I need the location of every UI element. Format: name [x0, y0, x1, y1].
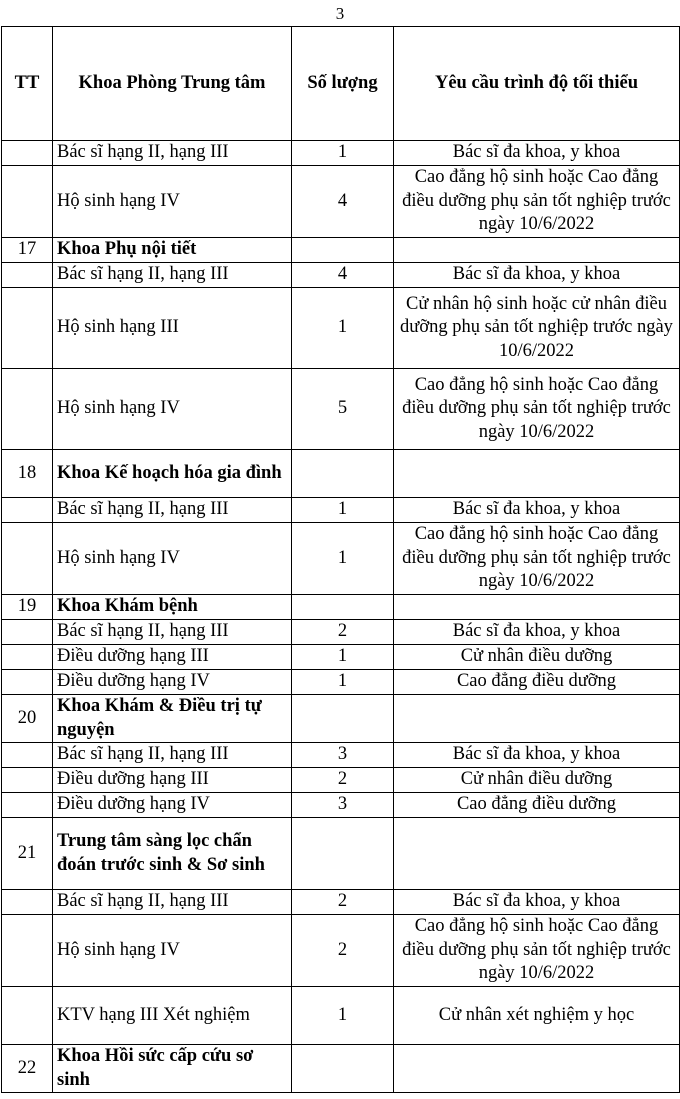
row-requirement: Bác sĩ đa khoa, y khoa	[394, 498, 680, 523]
row-quantity: 2	[292, 890, 394, 915]
row-tt: 19	[2, 595, 53, 620]
header-quantity: Số lượng	[292, 27, 394, 141]
row-tt: 20	[2, 695, 53, 743]
position-name: KTV hạng III Xét nghiệm	[53, 987, 292, 1045]
row-tt	[2, 369, 53, 450]
row-requirement	[394, 818, 680, 890]
row-quantity: 1	[292, 288, 394, 369]
row-requirement	[394, 238, 680, 263]
position-name: Bác sĩ hạng II, hạng III	[53, 263, 292, 288]
row-quantity	[292, 695, 394, 743]
table-row	[2, 141, 680, 166]
staffing-table	[1, 26, 680, 1093]
row-tt: 22	[2, 1045, 53, 1093]
row-quantity: 4	[292, 166, 394, 238]
row-requirement: Bác sĩ đa khoa, y khoa	[394, 620, 680, 645]
row-tt	[2, 523, 53, 595]
row-quantity: 2	[292, 768, 394, 793]
department-name: Khoa Khám bệnh	[53, 595, 292, 620]
row-tt	[2, 141, 53, 166]
table-row	[2, 263, 680, 288]
position-name: Bác sĩ hạng II, hạng III	[53, 743, 292, 768]
department-row	[2, 595, 680, 620]
department-row	[2, 450, 680, 498]
row-requirement	[394, 1045, 680, 1093]
row-quantity: 1	[292, 987, 394, 1045]
position-name: Điều dưỡng hạng III	[53, 645, 292, 670]
row-requirement: Cao đẳng hộ sinh hoặc Cao đẳng điều dưỡng phụ sản tốt nghiệp trước ngày 10/6/2022	[394, 369, 680, 450]
row-quantity	[292, 818, 394, 890]
row-requirement: Cử nhân hộ sinh hoặc cử nhân điều dưỡng phụ sản tốt nghiệp trước ngày 10/6/2022	[394, 288, 680, 369]
table-row	[2, 987, 680, 1045]
department-row	[2, 1045, 680, 1093]
row-tt	[2, 890, 53, 915]
position-name: Bác sĩ hạng II, hạng III	[53, 498, 292, 523]
table-row	[2, 498, 680, 523]
row-requirement: Cao đẳng điều dưỡng	[394, 670, 680, 695]
row-quantity	[292, 595, 394, 620]
row-quantity: 2	[292, 915, 394, 987]
row-requirement: Cao đẳng hộ sinh hoặc Cao đẳng điều dưỡng phụ sản tốt nghiệp trước ngày 10/6/2022	[394, 523, 680, 595]
row-quantity	[292, 238, 394, 263]
table-row	[2, 166, 680, 238]
row-requirement: Cao đẳng hộ sinh hoặc Cao đẳng điều dưỡng phụ sản tốt nghiệp trước ngày 10/6/2022	[394, 166, 680, 238]
table-row	[2, 620, 680, 645]
department-name: Khoa Kế hoạch hóa gia đình	[53, 450, 292, 498]
table-row	[2, 890, 680, 915]
row-tt	[2, 620, 53, 645]
department-name: Khoa Khám & Điều trị tự nguyện	[53, 695, 292, 743]
position-name: Bác sĩ hạng II, hạng III	[53, 620, 292, 645]
position-name: Bác sĩ hạng II, hạng III	[53, 890, 292, 915]
row-requirement: Cử nhân điều dưỡng	[394, 768, 680, 793]
row-requirement: Cử nhân điều dưỡng	[394, 645, 680, 670]
row-requirement: Cao đẳng điều dưỡng	[394, 793, 680, 818]
row-requirement: Bác sĩ đa khoa, y khoa	[394, 141, 680, 166]
row-quantity: 5	[292, 369, 394, 450]
row-quantity: 1	[292, 141, 394, 166]
table-header-row	[2, 27, 680, 141]
row-quantity: 1	[292, 523, 394, 595]
table-row	[2, 369, 680, 450]
header-requirement: Yêu cầu trình độ tối thiểu	[394, 27, 680, 141]
row-requirement: Bác sĩ đa khoa, y khoa	[394, 890, 680, 915]
row-quantity: 1	[292, 670, 394, 695]
position-name: Hộ sinh hạng IV	[53, 523, 292, 595]
department-row	[2, 695, 680, 743]
row-tt	[2, 166, 53, 238]
position-name: Hộ sinh hạng III	[53, 288, 292, 369]
row-tt	[2, 987, 53, 1045]
position-name: Điều dưỡng hạng IV	[53, 793, 292, 818]
department-name: Trung tâm sàng lọc chẩn đoán trước sinh & Sơ sinh	[53, 818, 292, 890]
row-requirement	[394, 695, 680, 743]
table-row	[2, 768, 680, 793]
row-quantity: 3	[292, 793, 394, 818]
row-tt	[2, 743, 53, 768]
position-name: Hộ sinh hạng IV	[53, 166, 292, 238]
position-name: Bác sĩ hạng II, hạng III	[53, 141, 292, 166]
row-tt	[2, 263, 53, 288]
row-tt: 17	[2, 238, 53, 263]
table-row	[2, 915, 680, 987]
table-body	[2, 141, 680, 1093]
row-tt	[2, 670, 53, 695]
header-tt: TT	[2, 27, 53, 141]
row-tt	[2, 915, 53, 987]
position-name: Điều dưỡng hạng IV	[53, 670, 292, 695]
row-requirement: Bác sĩ đa khoa, y khoa	[394, 743, 680, 768]
department-name: Khoa Hồi sức cấp cứu sơ sinh	[53, 1045, 292, 1093]
table-row	[2, 645, 680, 670]
header-unit: Khoa Phòng Trung tâm	[53, 27, 292, 141]
department-row	[2, 818, 680, 890]
table-row	[2, 288, 680, 369]
row-tt	[2, 768, 53, 793]
row-quantity: 2	[292, 620, 394, 645]
row-tt: 21	[2, 818, 53, 890]
row-quantity: 1	[292, 645, 394, 670]
row-quantity: 4	[292, 263, 394, 288]
row-tt	[2, 498, 53, 523]
table-row	[2, 523, 680, 595]
row-quantity: 3	[292, 743, 394, 768]
row-quantity	[292, 450, 394, 498]
position-name: Điều dưỡng hạng III	[53, 768, 292, 793]
table-row	[2, 743, 680, 768]
row-tt	[2, 288, 53, 369]
row-quantity	[292, 1045, 394, 1093]
table-row	[2, 793, 680, 818]
page-number: 3	[335, 4, 345, 23]
row-requirement	[394, 595, 680, 620]
row-requirement: Bác sĩ đa khoa, y khoa	[394, 263, 680, 288]
table-row	[2, 670, 680, 695]
department-name: Khoa Phụ nội tiết	[53, 238, 292, 263]
row-tt	[2, 645, 53, 670]
position-name: Hộ sinh hạng IV	[53, 915, 292, 987]
row-tt: 18	[2, 450, 53, 498]
row-requirement: Cử nhân xét nghiệm y học	[394, 987, 680, 1045]
row-requirement	[394, 450, 680, 498]
position-name: Hộ sinh hạng IV	[53, 369, 292, 450]
department-row	[2, 238, 680, 263]
row-tt	[2, 793, 53, 818]
row-quantity: 1	[292, 498, 394, 523]
row-requirement: Cao đẳng hộ sinh hoặc Cao đẳng điều dưỡng phụ sản tốt nghiệp trước ngày 10/6/2022	[394, 915, 680, 987]
